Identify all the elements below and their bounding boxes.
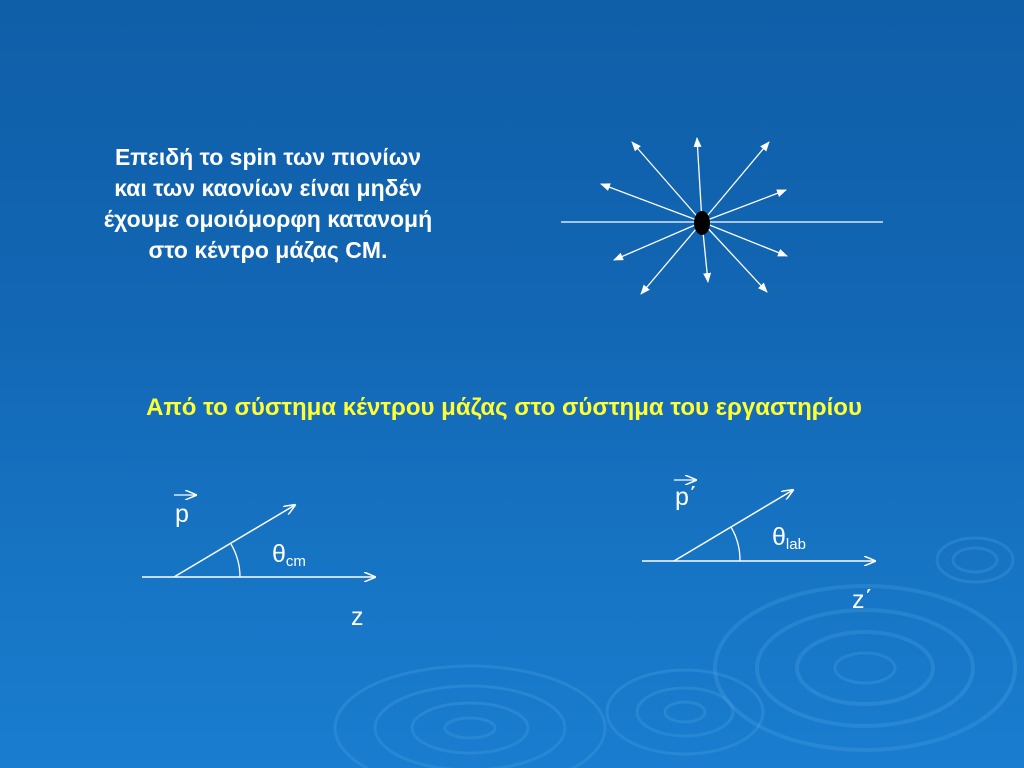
intro-line: στο κέντρο μάζας CM. <box>148 237 388 263</box>
momentum-arrow <box>702 222 787 256</box>
intro-line: έχουμε ομοιόμορφη κατανομή <box>103 206 433 232</box>
lab-frame-diagram <box>630 470 890 570</box>
intro-line: και των καονίων είναι μηδέν <box>114 175 422 201</box>
z-axis-label: z <box>351 603 364 631</box>
momentum-arrow <box>641 222 702 294</box>
theta-cm-label <box>272 542 306 574</box>
center-of-mass-point <box>694 211 710 235</box>
momentum-label: p <box>175 500 189 528</box>
momentum-arrow <box>632 142 702 222</box>
momentum-arrow <box>702 222 767 292</box>
cm-frame-diagram <box>130 490 390 590</box>
angle-subscript: cm <box>285 553 306 570</box>
intro-paragraph <box>30 142 506 266</box>
isotropic-distribution-diagram <box>555 132 890 300</box>
momentum-arrow <box>697 138 702 222</box>
momentum-arrow <box>702 142 769 222</box>
momentum-prime-label: p΄ <box>675 483 698 511</box>
angle-symbol: θ <box>772 523 786 551</box>
momentum-arrow <box>601 184 702 222</box>
angle-subscript: lab <box>785 536 806 553</box>
subtitle: Από το σύστημα κέντρου μάζας στο σύστημα του εργαστηρίου <box>146 394 862 421</box>
z-prime-axis-label: z΄ <box>852 586 873 614</box>
intro-line: Επειδή το spin των πιονίων <box>114 144 422 170</box>
theta-lab-label <box>772 525 806 557</box>
angle-arc <box>731 527 740 561</box>
angle-arc <box>231 544 240 577</box>
angle-symbol: θ <box>272 540 286 568</box>
momentum-arrow <box>614 222 702 260</box>
